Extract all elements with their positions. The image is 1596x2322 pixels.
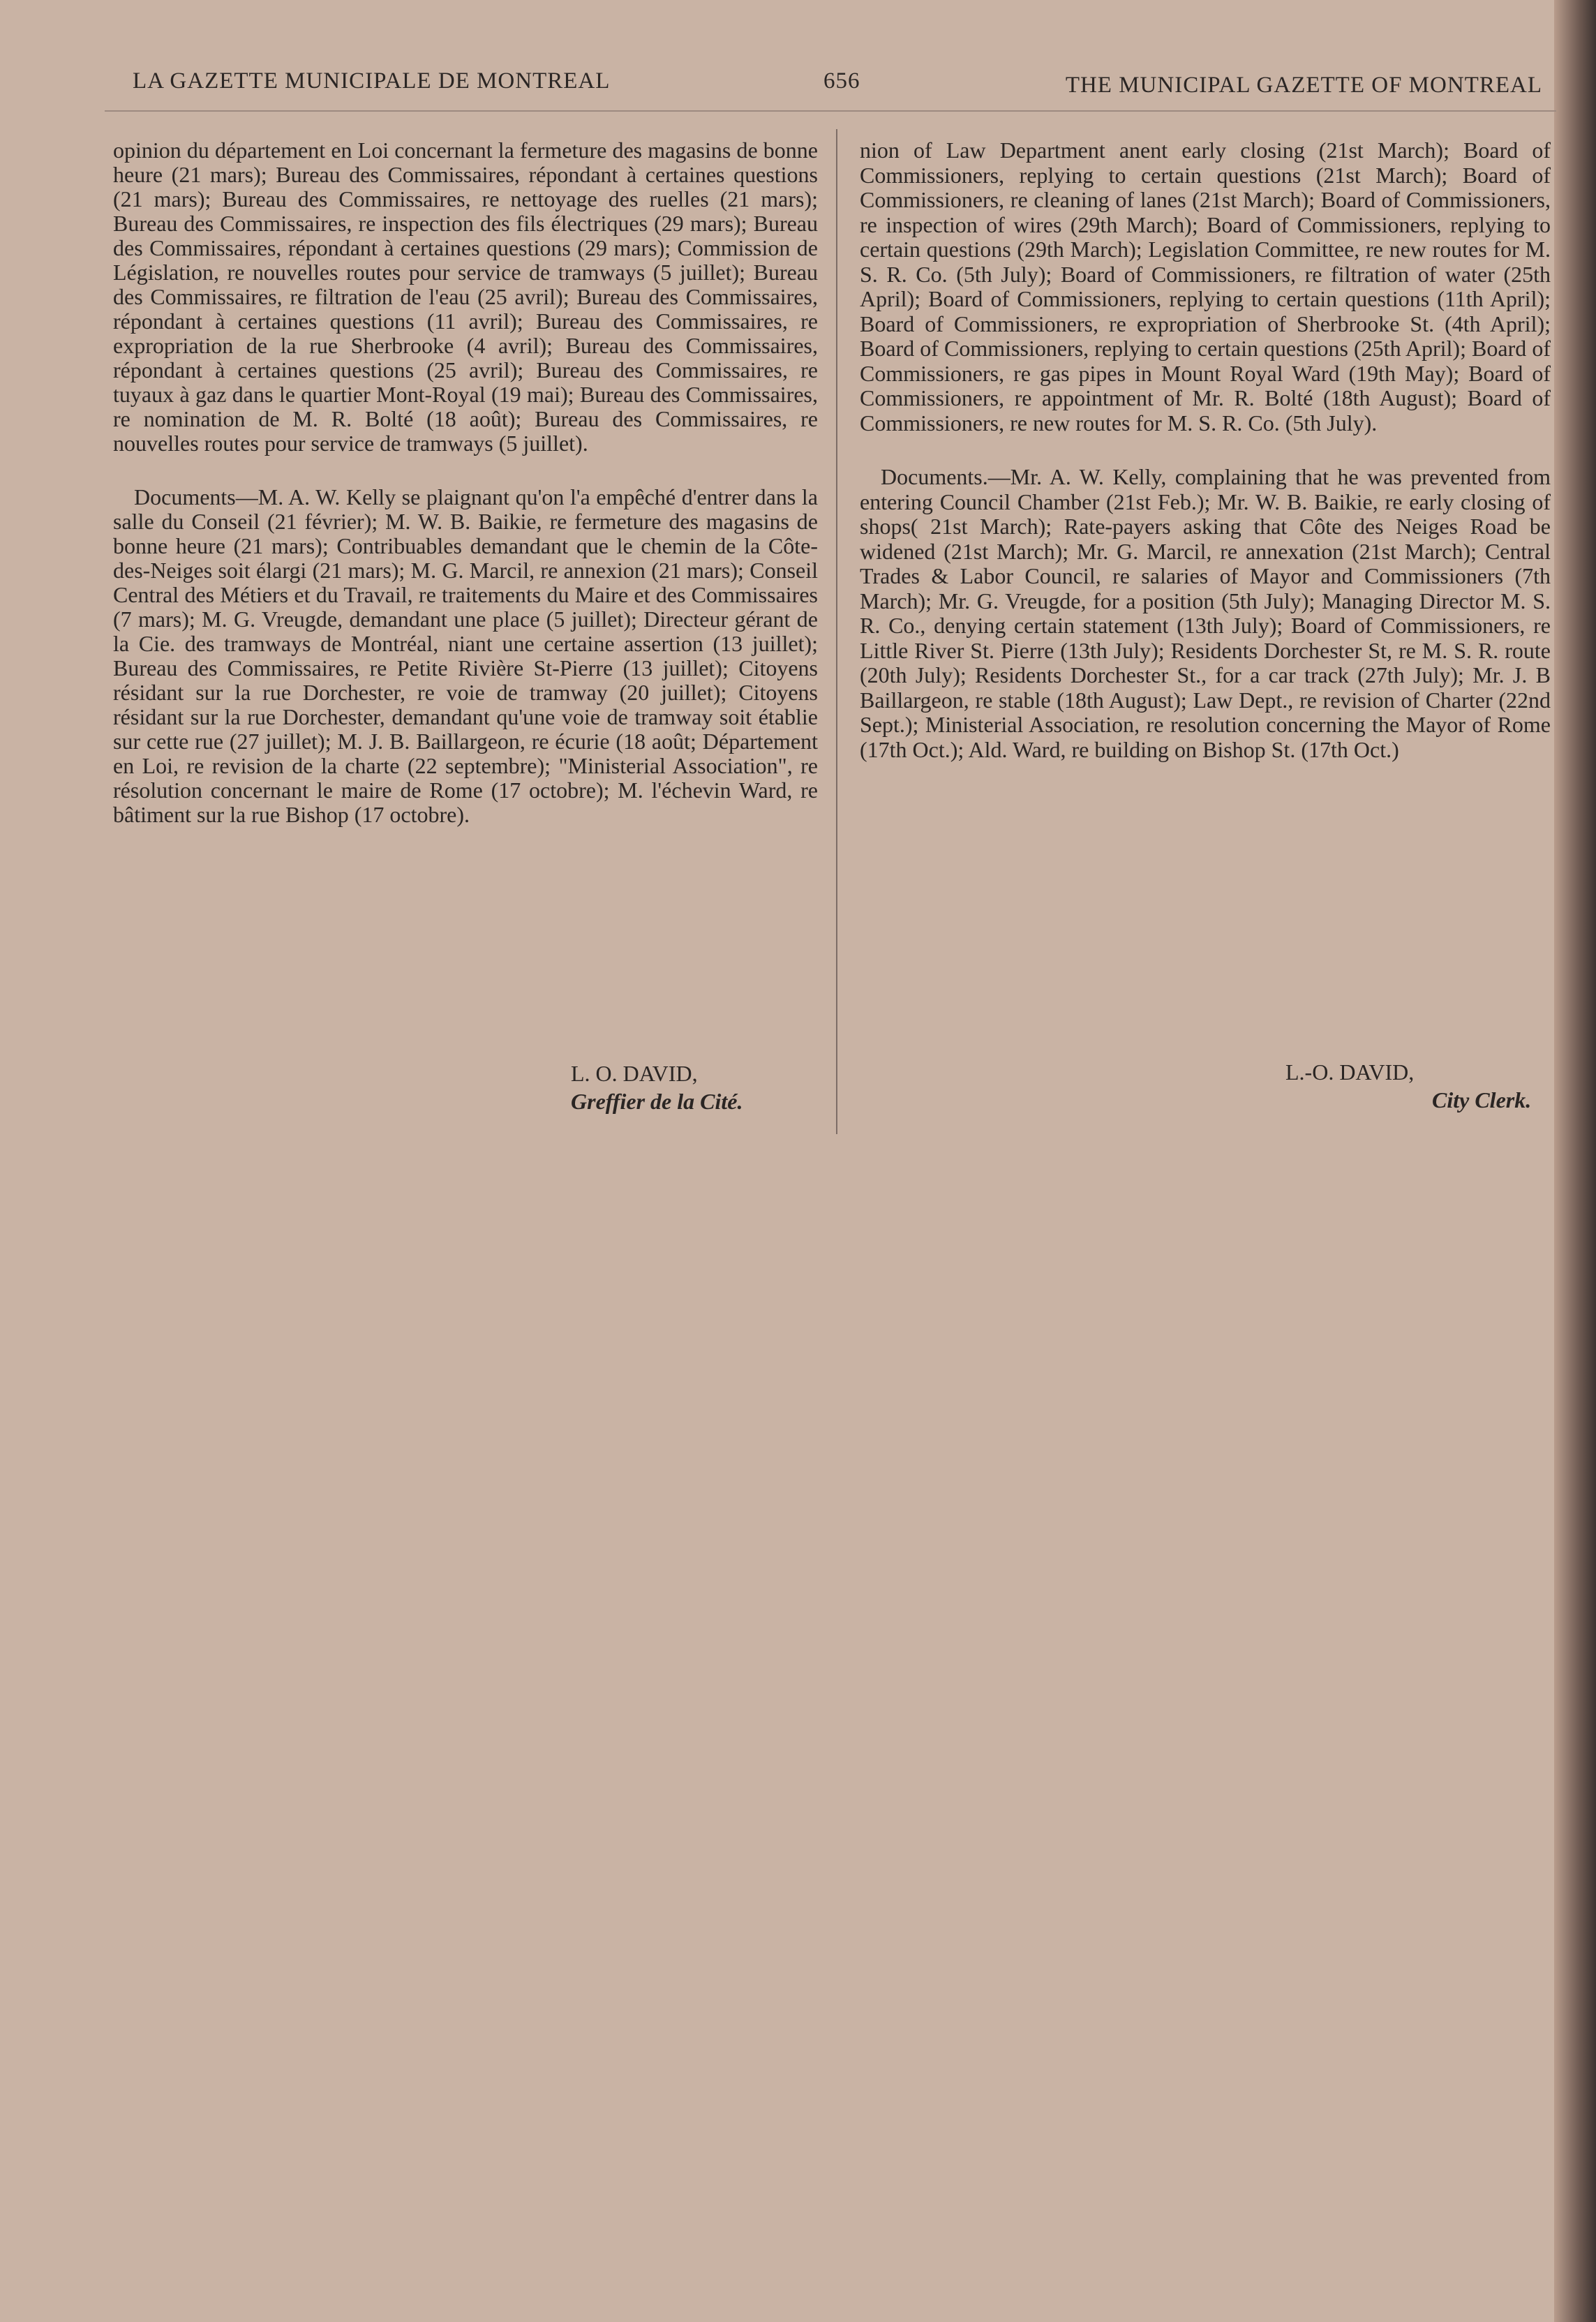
french-signature-name: L. O. DAVID, — [571, 1061, 698, 1086]
page-binding-edge — [1554, 0, 1596, 2322]
header-french-title: LA GAZETTE MUNICIPALE DE MONTREAL — [133, 68, 611, 94]
page-number: 656 — [823, 68, 860, 94]
french-paragraph-documents: Documents—M. A. W. Kelly se plaignant qu'on l'a empêché d'entrer dans la salle du Conseil (21 février); M. W. B. Baikie, re fermeture des magasins de bonne heure (21 mars); Contribuables demandant que le chemin de la Côte-des-Neiges soit élargi (21 mars); M. G. Marcil, re annexion (21 mars); Conseil Central des Métiers et du Travail, re traitements du Maire et des Commissaires (7 mars); M. G. Vreugde, demandant une place (5 juillet); Directeur gérant de la Cie. des tramways de Montréal, niant une certaine assertion (13 juillet); Bureau des Commissaires, re Petite Rivière St-Pierre (13 juillet); Citoyens résidant sur la rue Dorchester, re voie de tramway (20 juillet); Citoyens résidant sur la rue Dorchester, demandant qu'une voie de tramway soit établie sur cette rue (27 juillet); M. J. B. Baillargeon, re écurie (18 août; Département en Loi, re revision de la charte (22 septembre); "Ministerial Association", re résolution concernant le maire de Rome (17 octobre); M. l'échevin Ward, re bâtiment sur la rue Bishop (17 octobre). — [113, 484, 818, 827]
french-paragraph-reports: opinion du département en Loi concernant la fermeture des magasins de bonne heure (21 mars); Bureau des Commissaires, répondant à certaines questions (21 mars); Bureau des Commissaires, re nettoyage des ruelles (21 mars); Bureau des Commissaires, re inspection des fils électriques (29 mars); Bureau des Commissaires, répondant à certaines questions (29 mars); Commission de Législation, re nouvelles routes pour service de tramways (5 juillet); Bureau des Commissaires, re filtration de l'eau (25 avril); Bureau des Commissaires, répondant à certaines questions (11 avril); Bureau des Commissaires, re expropriation de la rue Sherbrooke (4 avril); Bureau des Commissaires, répondant à certaines questions (25 avril); Bureau des Commissaires, re tuyaux à gaz dans le quartier Mont-Royal (19 mai); Bureau des Commissaires, re nomination de M. R. Bolté (18 août); Bureau des Commissaires, re nouvelles routes pour service de tramways (5 juillet). — [113, 137, 818, 456]
running-header — [133, 68, 1542, 110]
french-signature-title: Greffier de la Cité. — [571, 1089, 743, 1114]
header-english-title: THE MUNICIPAL GAZETTE OF MONTREAL — [1065, 73, 1542, 98]
header-rule — [105, 110, 1556, 112]
french-column — [113, 138, 818, 827]
english-signature-name: L.-O. DAVID, — [1285, 1059, 1415, 1085]
french-signature — [571, 1059, 743, 1115]
english-signature — [1285, 1058, 1531, 1114]
english-paragraph-reports: nion of Law Department anent early closing (21st March); Board of Commissioners, replying to certain questions (21st March); Board of Commissioners, re cleaning of lanes (21st March); Board of Commissioners, re inspection of wires (29th March); Board of Commissioners, replying to certain questions (29th March); Legislation Committee, re new routes for M. S. R. Co. (5th July); Board of Commissioners, re filtration of water (25th April); Board of Commissioners, replying to certain questions (11th April); Board of Commissioners, re expropriation of Sherbrooke St. (4th April); Board of Commissioners, replying to certain questions (25th April); Board of Commissioners, re gas pipes in Mount Royal Ward (19th May); Board of Commissioners, re appointment of Mr. R. Bolté (18th August); Board of Commissioners, re new routes for M. S. R. Co. (5th July). — [860, 137, 1551, 436]
english-column — [860, 138, 1551, 762]
english-signature-title: City Clerk. — [1432, 1087, 1532, 1112]
english-paragraph-documents: Documents.—Mr. A. W. Kelly, complaining that he was prevented from entering Council Chamber (21st Feb.); Mr. W. B. Baikie, re early closing of shops( 21st March); Rate-payers asking that Côte des Neiges Road be widened (21st March); Mr. G. Marcil, re annexation (21st March); Central Trades & Labor Council, re salaries of Mayor and Commissioners (7th March); Mr. G. Vreugde, for a position (5th July); Managing Director M. S. R. Co., denying certain statement (13th July); Board of Commissioners, re Little River St. Pierre (13th July); Residents Dorchester St, re M. S. R. route (20th July); Residents Dorchester St., for a car track (27th July); Mr. J. B Baillargeon, re stable (18th August); Law Dept., re revision of Charter (22nd Sept.); Ministerial Association, re resolution concerning the Mayor of Rome (17th Oct.); Ald. Ward, re building on Bishop St. (17th Oct.) — [860, 464, 1551, 762]
column-divider — [836, 129, 837, 1134]
